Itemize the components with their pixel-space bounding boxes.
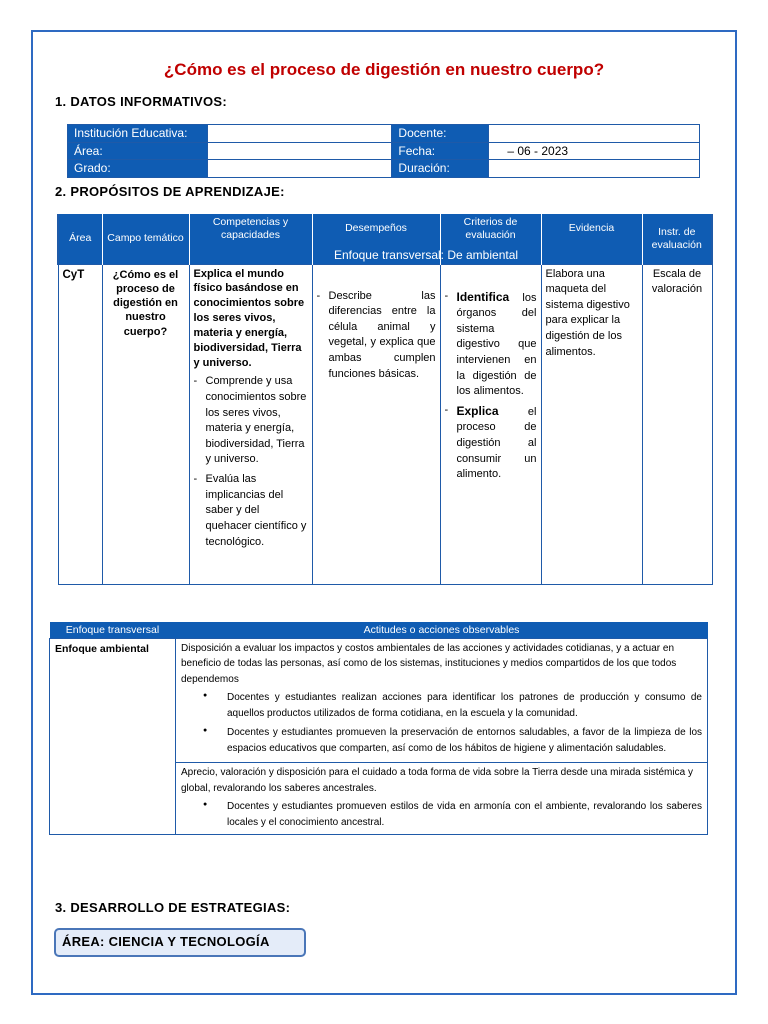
area-ciencia-box: ÁREA: CIENCIA Y TECNOLOGÍA bbox=[54, 928, 306, 957]
fecha-label: Fecha: bbox=[392, 142, 489, 160]
cell-area: CyT bbox=[58, 264, 102, 584]
header-criterios: Criterios de evaluación bbox=[440, 214, 541, 264]
list-item: - Evalúa las implicancias del saber y del quehacer científico y tecnológico. bbox=[194, 472, 308, 550]
actitudes-cell-2 bbox=[176, 763, 708, 835]
criterio-verb: Explica bbox=[456, 403, 499, 418]
section-heading-datos: 1. DATOS INFORMATIVOS: bbox=[55, 94, 227, 109]
header-competencias: Competencias y capacidades bbox=[189, 214, 312, 264]
page-title: ¿Cómo es el proceso de digestión en nuestro cuerpo? bbox=[163, 60, 605, 79]
cell-instr bbox=[642, 264, 712, 584]
institucion-field[interactable] bbox=[207, 125, 392, 143]
header-enfoque: Enfoque transversal bbox=[50, 622, 176, 638]
criterio-text: el proceso de digestión al consumir un alimento. bbox=[456, 405, 537, 481]
cell-competencias bbox=[189, 264, 312, 584]
duracion-label: Duración: bbox=[392, 160, 489, 178]
actitudes-list bbox=[181, 799, 702, 830]
docente-field[interactable] bbox=[489, 125, 700, 143]
list-item: ● Docentes y estudiantes promueven estilos de vida en armonía con el ambiente, revalorando los saberes locales y el conocimiento ancestral. bbox=[181, 799, 702, 830]
duracion-field[interactable] bbox=[489, 160, 700, 178]
fecha-field[interactable]: – 06 - 2023 bbox=[489, 142, 700, 160]
header-desempenos: Desempeños bbox=[312, 214, 440, 264]
criterios-list bbox=[445, 289, 537, 483]
table-row bbox=[68, 142, 700, 160]
cell-desempenos bbox=[312, 264, 440, 584]
header-campo: Campo temático bbox=[102, 214, 189, 264]
header-area: Área bbox=[58, 214, 102, 264]
institucion-label: Institución Educativa: bbox=[68, 125, 208, 143]
actitud-text: Aprecio, valoración y disposición para el cuidado a toda forma de vida sobre la Tierra desde una mirada sistémica y global, revalorando los saberes ancestrales. bbox=[181, 767, 693, 794]
list-item: - Comprende y usa conocimientos sobre los seres vivos, materia y energía, biodiversidad, Tierra y universo. bbox=[194, 374, 308, 468]
table-header-row bbox=[50, 622, 708, 638]
enfoque-transversal-heading: Enfoque transversal: De ambiental bbox=[333, 248, 519, 262]
grado-label: Grado: bbox=[68, 160, 208, 178]
header-actitudes: Actitudes o acciones observables bbox=[176, 622, 708, 638]
cell-evidencia bbox=[541, 264, 642, 584]
table-row bbox=[68, 125, 700, 143]
enfoque-transversal-table bbox=[49, 622, 708, 835]
cell-campo: ¿Cómo es el proceso de digestión en nuestro cuerpo? bbox=[102, 264, 189, 584]
actitudes-list bbox=[181, 690, 702, 756]
section-heading-propositos: 2. PROPÓSITOS DE APRENDIZAJE: bbox=[55, 184, 285, 199]
propositos-table bbox=[57, 214, 713, 585]
cell-criterios bbox=[440, 264, 541, 584]
header-evidencia: Evidencia bbox=[541, 214, 642, 264]
capacidades-list bbox=[194, 374, 308, 550]
area-field[interactable] bbox=[207, 142, 392, 160]
evidencia-text: Elabora una maqueta del sistema digestivo para explicar la digestión de los alimentos. bbox=[545, 267, 630, 358]
instr-text: Escala de valoración bbox=[651, 267, 703, 296]
header-instr: Instr. de evaluación bbox=[642, 214, 712, 264]
actitudes-cell-1 bbox=[176, 638, 708, 763]
grado-field[interactable] bbox=[207, 160, 392, 178]
competencia-text: Explica el mundo físico basándose en conocimientos sobre los seres vivos, materia y energía, biodiversidad, Tierra y universo. bbox=[193, 267, 305, 369]
criterio-text: los órganos del sistema digestivo que intervienen en la digestión de los alimentos. bbox=[456, 291, 537, 398]
datos-informativos-table bbox=[67, 124, 700, 178]
list-item: ● Docentes y estudiantes realizan acciones para identificar los patrones de producción y consumo de aquellos productos utilizados de forma cotidiana, en la escuela y la comunidad. bbox=[181, 690, 702, 721]
criterio-verb: Identifica bbox=[456, 289, 510, 304]
area-label: Área: bbox=[68, 142, 208, 160]
actitud-text: Disposición a evaluar los impactos y costos ambientales de las acciones y actividades cotidianas, y a actuar en beneficio de todas las personas, así como de los sistemas, instituciones y medios compartidos de los que todos dependemos bbox=[181, 642, 677, 685]
docente-label: Docente: bbox=[392, 125, 489, 143]
list-item: ● Docentes y estudiantes promueven la preservación de entornos saludables, a favor de la limpieza de los espacios educativos que comparten, así como de los hábitos de higiene y alimentación saludables. bbox=[181, 725, 702, 756]
table-row bbox=[58, 264, 712, 584]
table-row bbox=[50, 638, 708, 763]
enfoque-name: Enfoque ambiental bbox=[50, 638, 176, 835]
section-heading-estrategias: 3. DESARROLLO DE ESTRATEGIAS: bbox=[55, 900, 291, 915]
list-item: - Describe las diferencias entre la célula animal y vegetal, y explica que ambas cumplen funciones básicas. bbox=[317, 289, 436, 383]
table-row bbox=[68, 160, 700, 178]
list-item bbox=[445, 403, 537, 483]
list-item bbox=[445, 289, 537, 400]
desempenos-list bbox=[317, 289, 436, 383]
